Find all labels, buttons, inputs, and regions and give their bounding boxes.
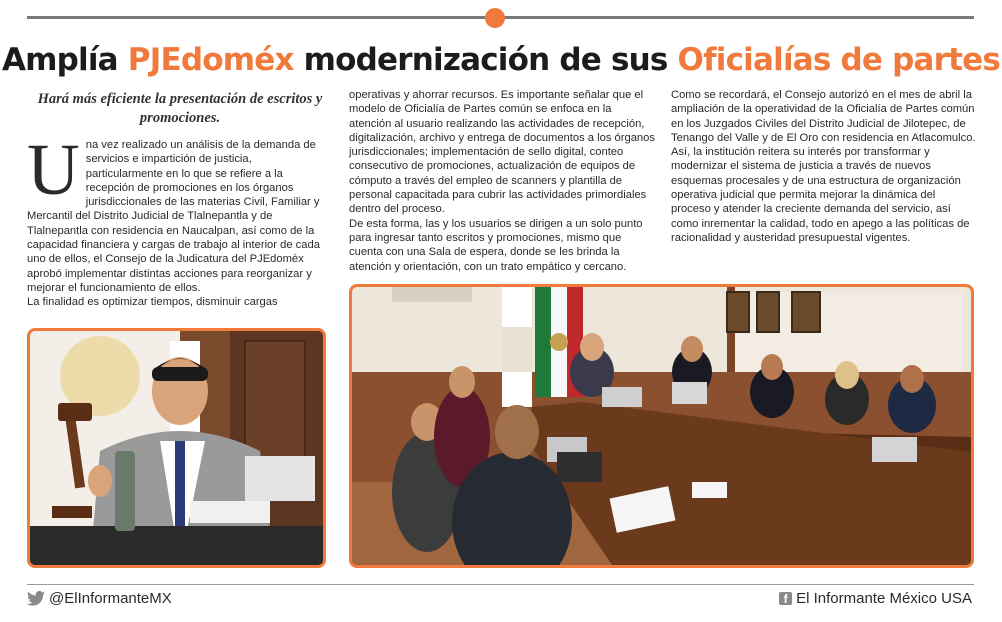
photo-council-meeting — [349, 284, 974, 568]
top-accent-dot — [485, 8, 505, 28]
article-column-3 — [671, 88, 976, 245]
column3-paragraph-2: Así, la institución reitera su interés por transformar y modernizar el sistema de justicia a través de nuevos esquemas procesales y de una estructura de organización operativa judicial que permita mejorar la dinámica del proceso y atender la creciente demanda del servicio, así como inrementar la calidad, todo en apego a las políticas de racionalidad y austeridad presupuestal vigentes. — [671, 146, 970, 244]
drop-cap: U — [27, 129, 80, 210]
headline-part-2: PJEdoméx — [127, 42, 294, 78]
headline-part-3: modernización de sus — [293, 42, 678, 78]
photo-magistrate-gavel — [27, 328, 326, 568]
column2-paragraph-1: operativas y ahorrar recursos. Es importante señalar que el modelo de Oficialía de Partes común se enfoca en la atención al usuario realizando las actividades de recepción, digitalización, archivo y entrega de documentos a los órganos jurisdiccionales; implementación de sello digital, conteo consecutivo de promociones, actualización de equipos de cómputo a través del empleo de scanners y plantilla de personal capacitada para cubrir las actividades primordiales dentro del proceso. — [349, 89, 655, 216]
footer-twitter[interactable] — [27, 590, 172, 607]
column1-paragraph-2: La finalidad es optimizar tiempos, disminuir cargas — [27, 296, 278, 309]
headline-part-4: Oficialías de partes — [677, 42, 1001, 78]
footer-rule — [27, 584, 974, 585]
column1-paragraph-1: na vez realizado un análisis de la demanda de servicios e impartición de justicia, particularmente en lo que se refiere a la recepción de promociones en los órganos jurisdiccionales de las materias Civil, Familiar y Mercantil del Distrito Judicial de Tlalnepantla y de Tlalnepantla con residencia en Naucalpan, así como de la capacidad financiera y cargas de trabajo al interior de cada uno de ellos, el Consejo de la Judicatura del PJEdoméx aprobó implementar distintas acciones para reorganizar y mejorar el funcionamiento de ellos. — [27, 139, 320, 294]
article-column-1 — [27, 129, 327, 310]
column3-paragraph-1: Como se recordará, el Consejo autorizó en el mes de abril la ampliación de la operatividad de la Oficialía de Partes común en los Juzgados Civiles del Distrito Judicial de Jilotepec, de Tenango del Valle y de El Oro con residencia en Atlacomulco. — [671, 89, 976, 144]
twitter-bird-icon — [27, 591, 45, 606]
photo-magistrate-gavel-illustration — [30, 331, 323, 565]
facebook-page-name: El Informante México USA — [796, 590, 972, 607]
column2-paragraph-2: De esta forma, las y los usuarios se dirigen a un solo punto para ingresar tanto escritos y promociones, mismo que cuenta con una Sala de espera, donde se les brinda la atención y orientación, con un trato empático y cercano. — [349, 217, 643, 273]
headline — [0, 42, 1002, 78]
footer-facebook[interactable] — [779, 590, 972, 607]
article-column-2 — [349, 88, 655, 274]
photo-council-meeting-illustration — [352, 287, 971, 565]
headline-part-1: Amplía — [1, 42, 128, 78]
facebook-icon: f — [779, 592, 792, 605]
subheadline: Hará más eficiente la presentación de escritos y promociones. — [37, 91, 323, 126]
twitter-handle: @ElInformanteMX — [49, 590, 172, 607]
